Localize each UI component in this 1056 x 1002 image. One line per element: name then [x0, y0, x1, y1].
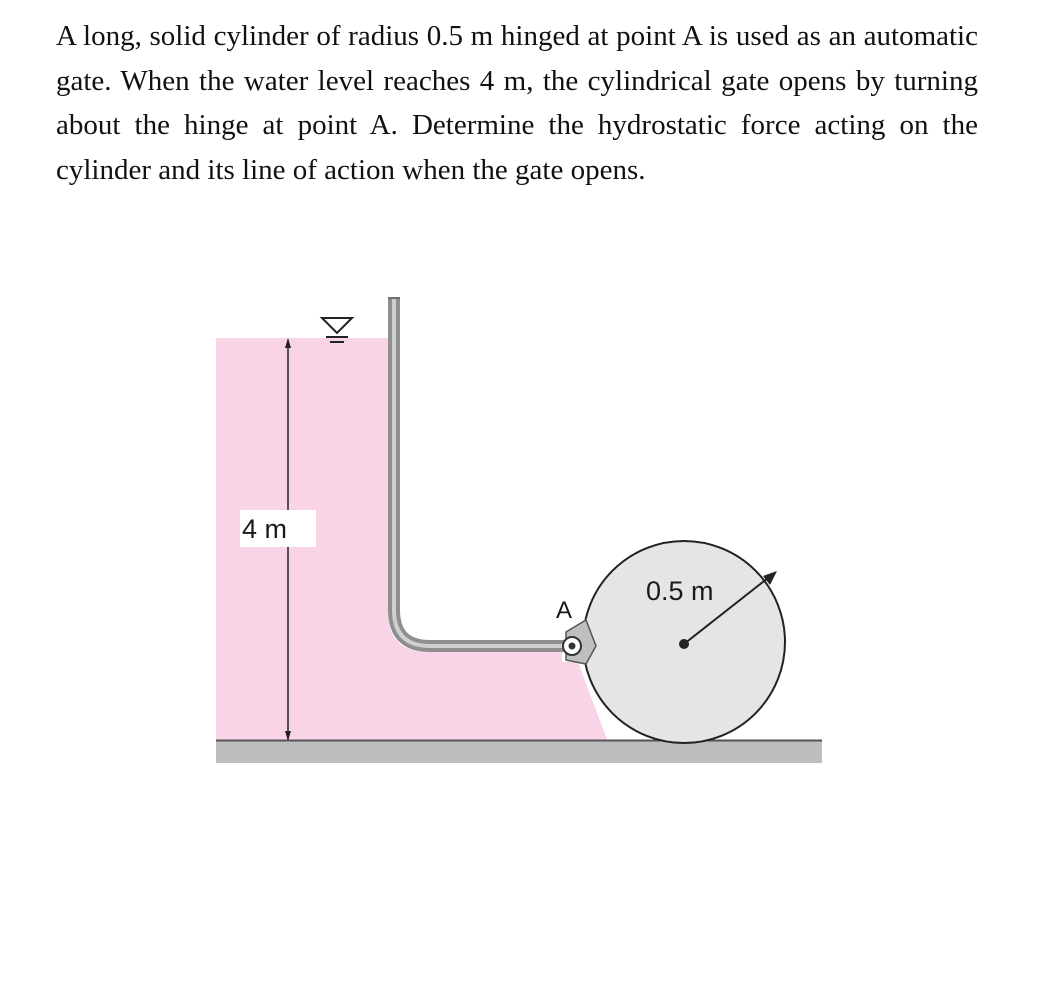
radius-label: 0.5 m [646, 576, 714, 606]
problem-statement: A long, solid cylinder of radius 0.5 m hinged at point A is used as an automatic gate. When the water level reaches 4 m, the cylindrical gate opens by turning about the hinge at point A. Determine the hydrostatic force acting on the cylinder and its line of action when the gate opens. [56, 20, 978, 186]
gate-wall [394, 298, 568, 646]
hinge-pin [569, 643, 576, 650]
hinge-label: A [556, 597, 573, 624]
depth-label: 4 m [242, 514, 288, 544]
gate-wall-inner [394, 298, 568, 646]
cylinder-center [679, 639, 689, 649]
ground-base [216, 740, 822, 763]
free-surface-symbol [322, 318, 352, 333]
